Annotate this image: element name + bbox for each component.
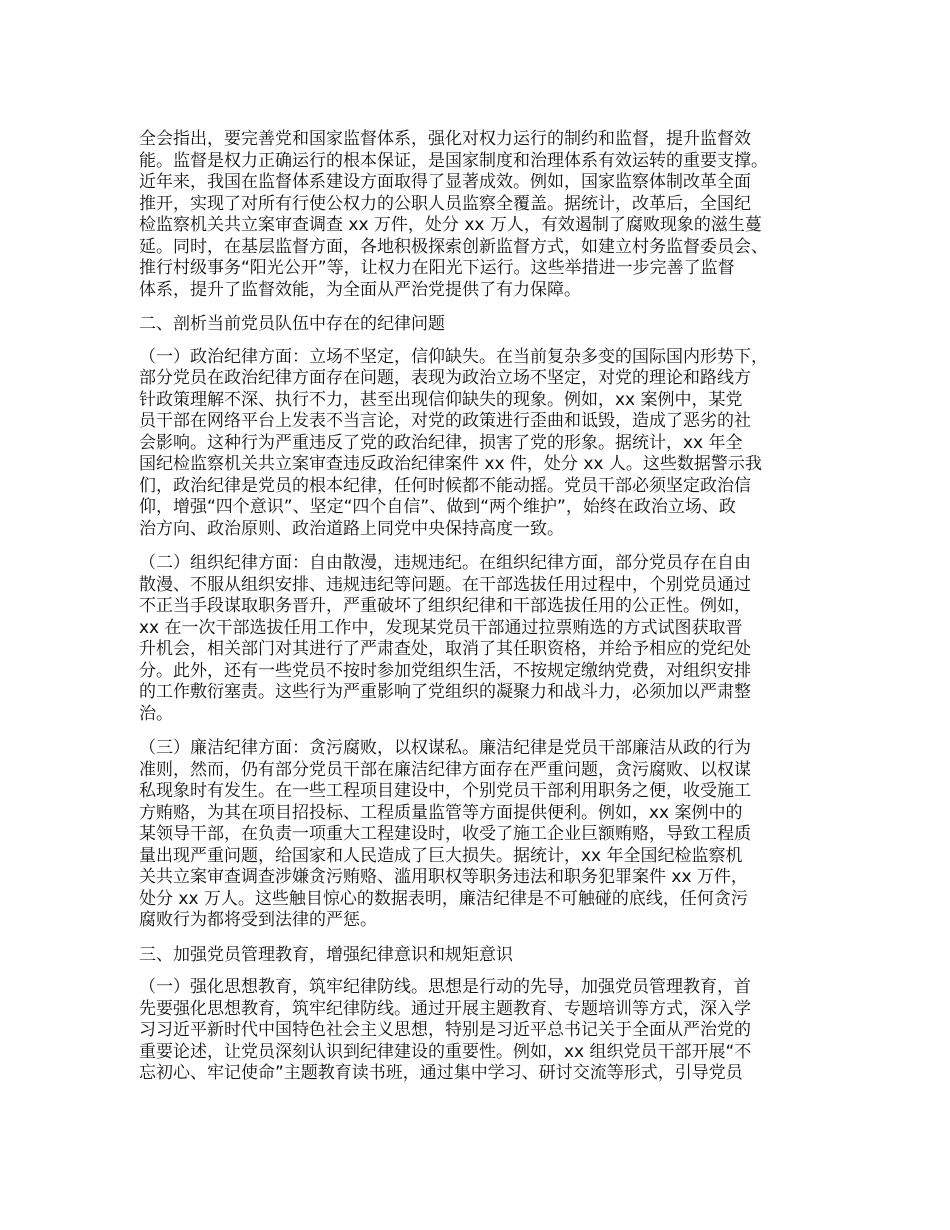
text-line: 量出现严重问题，给国家和人民造成了巨大损失。据统计，xx 年全国纪检监察机 [139, 845, 743, 866]
text-line: 处分 xx 万人。这些触目惊心的数据表明，廉洁纪律是不可触碰的底线，任何贪污 [139, 888, 748, 909]
body-paragraph [139, 129, 839, 301]
text-line: （一）强化思想教育，筑牢纪律防线。思想是行动的先导，加强党员管理教育，首 [139, 977, 751, 997]
text-line: 能。监督是权力正确运行的根本保证，是国家制度和治理体系有效运转的重要支撑。 [139, 150, 768, 171]
body-paragraph [139, 738, 839, 932]
text-line: 延。同时，在基层监督方面，各地积极探索创新监督方式，如建立村务监督委员会、 [139, 236, 768, 257]
text-line: （三）廉洁纪律方面：贪污腐败，以权谋私。廉洁纪律是党员干部廉洁从政的行为 [139, 738, 751, 758]
text-line: 不正当手段谋取职务晋升，严重破坏了组织纪律和干部选拔任用的公正性。例如， [139, 596, 751, 616]
text-line: （一）政治纪律方面：立场不坚定，信仰缺失。在当前复杂多变的国际国内形势下， [139, 346, 768, 367]
section-heading [139, 314, 839, 336]
text-line: 的工作敷衍塞责。这些行为严重影响了党组织的凝聚力和战斗力，必须加以严肃整 [139, 682, 751, 702]
text-line: 散漫、不服从组织安排、违规违纪等问题。在干部选拔任用过程中，个别党员通过 [139, 574, 751, 595]
text-line: 关共立案审查调查涉嫌贪污贿赂、滥用职权等职务违法和职务犯罪案件 xx 万件， [139, 867, 748, 887]
section-heading [139, 945, 839, 967]
text-line: 先要强化思想教育，筑牢纪律防线。通过开展主题教育、专题培训等方式，深入学 [139, 998, 751, 1019]
text-line: 推开，实现了对所有行使公权力的公职人员监察全覆盖。据统计，改革后，全国纪 [139, 193, 751, 214]
text-line: 分。此外，还有一些党员不按时参加党组织生活，不按规定缴纳党费，对组织安排 [139, 660, 751, 681]
text-line: 部分党员在政治纪律方面存在问题，表现为政治立场不坚定，对党的理论和路线方 [139, 368, 751, 388]
text-line: 治方向、政治原则、政治道路上同党中央保持高度一致。 [139, 518, 564, 539]
text-line: 体系，提升了监督效能，为全面从严治党提供了有力保障。 [139, 279, 581, 300]
document-page [139, 129, 839, 1098]
text-line: xx 在一次干部选拔任用工作中，发现某党员干部通过拉票贿选的方式试图获取晋 [139, 617, 743, 638]
text-line: 重要论述，让党员深刻认识到纪律建设的重要性。例如，xx 组织党员干部开展“不 [139, 1041, 752, 1062]
text-line: 近年来，我国在监督体系建设方面取得了显著成效。例如，国家监察体制改革全面 [139, 172, 751, 192]
text-line: 腐败行为都将受到法律的严惩。 [139, 910, 377, 930]
text-line: 某领导干部，在负责一项重大工程建设时，收受了施工企业巨额贿赂，导致工程质 [139, 824, 751, 844]
text-line: 会影响。这种行为严重违反了党的政治纪律，损害了党的形象。据统计，xx 年全 [139, 432, 743, 453]
text-line: 检监察机关共立案审查调查 xx 万件，处分 xx 万人，有效遏制了腐败现象的滋生蔓 [139, 215, 762, 235]
body-paragraph [139, 347, 839, 541]
text-line: 治。 [139, 703, 173, 724]
body-paragraph [139, 977, 839, 1085]
text-line: 国纪检监察机关共立案审查违反政治纪律案件 xx 件，处分 xx 人。这些数据警示我 [139, 454, 762, 474]
text-line: 准则，然而，仍有部分党员干部在廉洁纪律方面存在严重问题，贪污腐败、以权谋 [139, 759, 751, 780]
text-line: 们，政治纪律是党员的根本纪律，任何时候都不能动摇。党员干部必须坚定政治信 [139, 475, 751, 496]
text-line: 全会指出，要完善党和国家监督体系，强化对权力运行的制约和监督，提升监督效 [139, 129, 751, 149]
text-line: 升机会，相关部门对其进行了严肃查处，取消了其任职资格，并给予相应的党纪处 [139, 639, 751, 659]
text-line: 推行村级事务“阳光公开”等，让权力在阳光下运行。这些举措进一步完善了监督 [139, 258, 735, 278]
text-line: 员干部在网络平台上发表不当言论，对党的政策进行歪曲和诋毁，造成了恶劣的社 [139, 411, 751, 431]
text-line: 仰，增强“四个意识”、坚定“四个自信”、做到“两个维护”，始终在政治立场、政 [139, 497, 736, 517]
text-line: 三、加强党员管理教育，增强纪律意识和规矩意识 [139, 944, 513, 965]
text-line: 二、剖析当前党员队伍中存在的纪律问题 [139, 314, 445, 334]
text-line: 习习近平新时代中国特色社会主义思想，特别是习近平总书记关于全面从严治党的 [139, 1020, 751, 1040]
text-line: 针政策理解不深、执行不力，甚至出现信仰缺失的现象。例如，xx 案例中，某党 [139, 389, 743, 410]
text-line: 私现象时有发生。在一些工程项目建设中，个别党员干部利用职务之便，收受施工 [139, 781, 751, 801]
text-line: （二）组织纪律方面：自由散漫，违规违纪。在组织纪律方面，部分党员存在自由 [139, 553, 751, 573]
text-line: 方贿赂，为其在项目招投标、工程质量监管等方面提供便利。例如，xx 案例中的 [139, 802, 743, 823]
body-paragraph [139, 553, 839, 725]
text-line: 忘初心、牢记使命”主题教育读书班，通过集中学习、研讨交流等形式，引导党员 [139, 1063, 743, 1083]
